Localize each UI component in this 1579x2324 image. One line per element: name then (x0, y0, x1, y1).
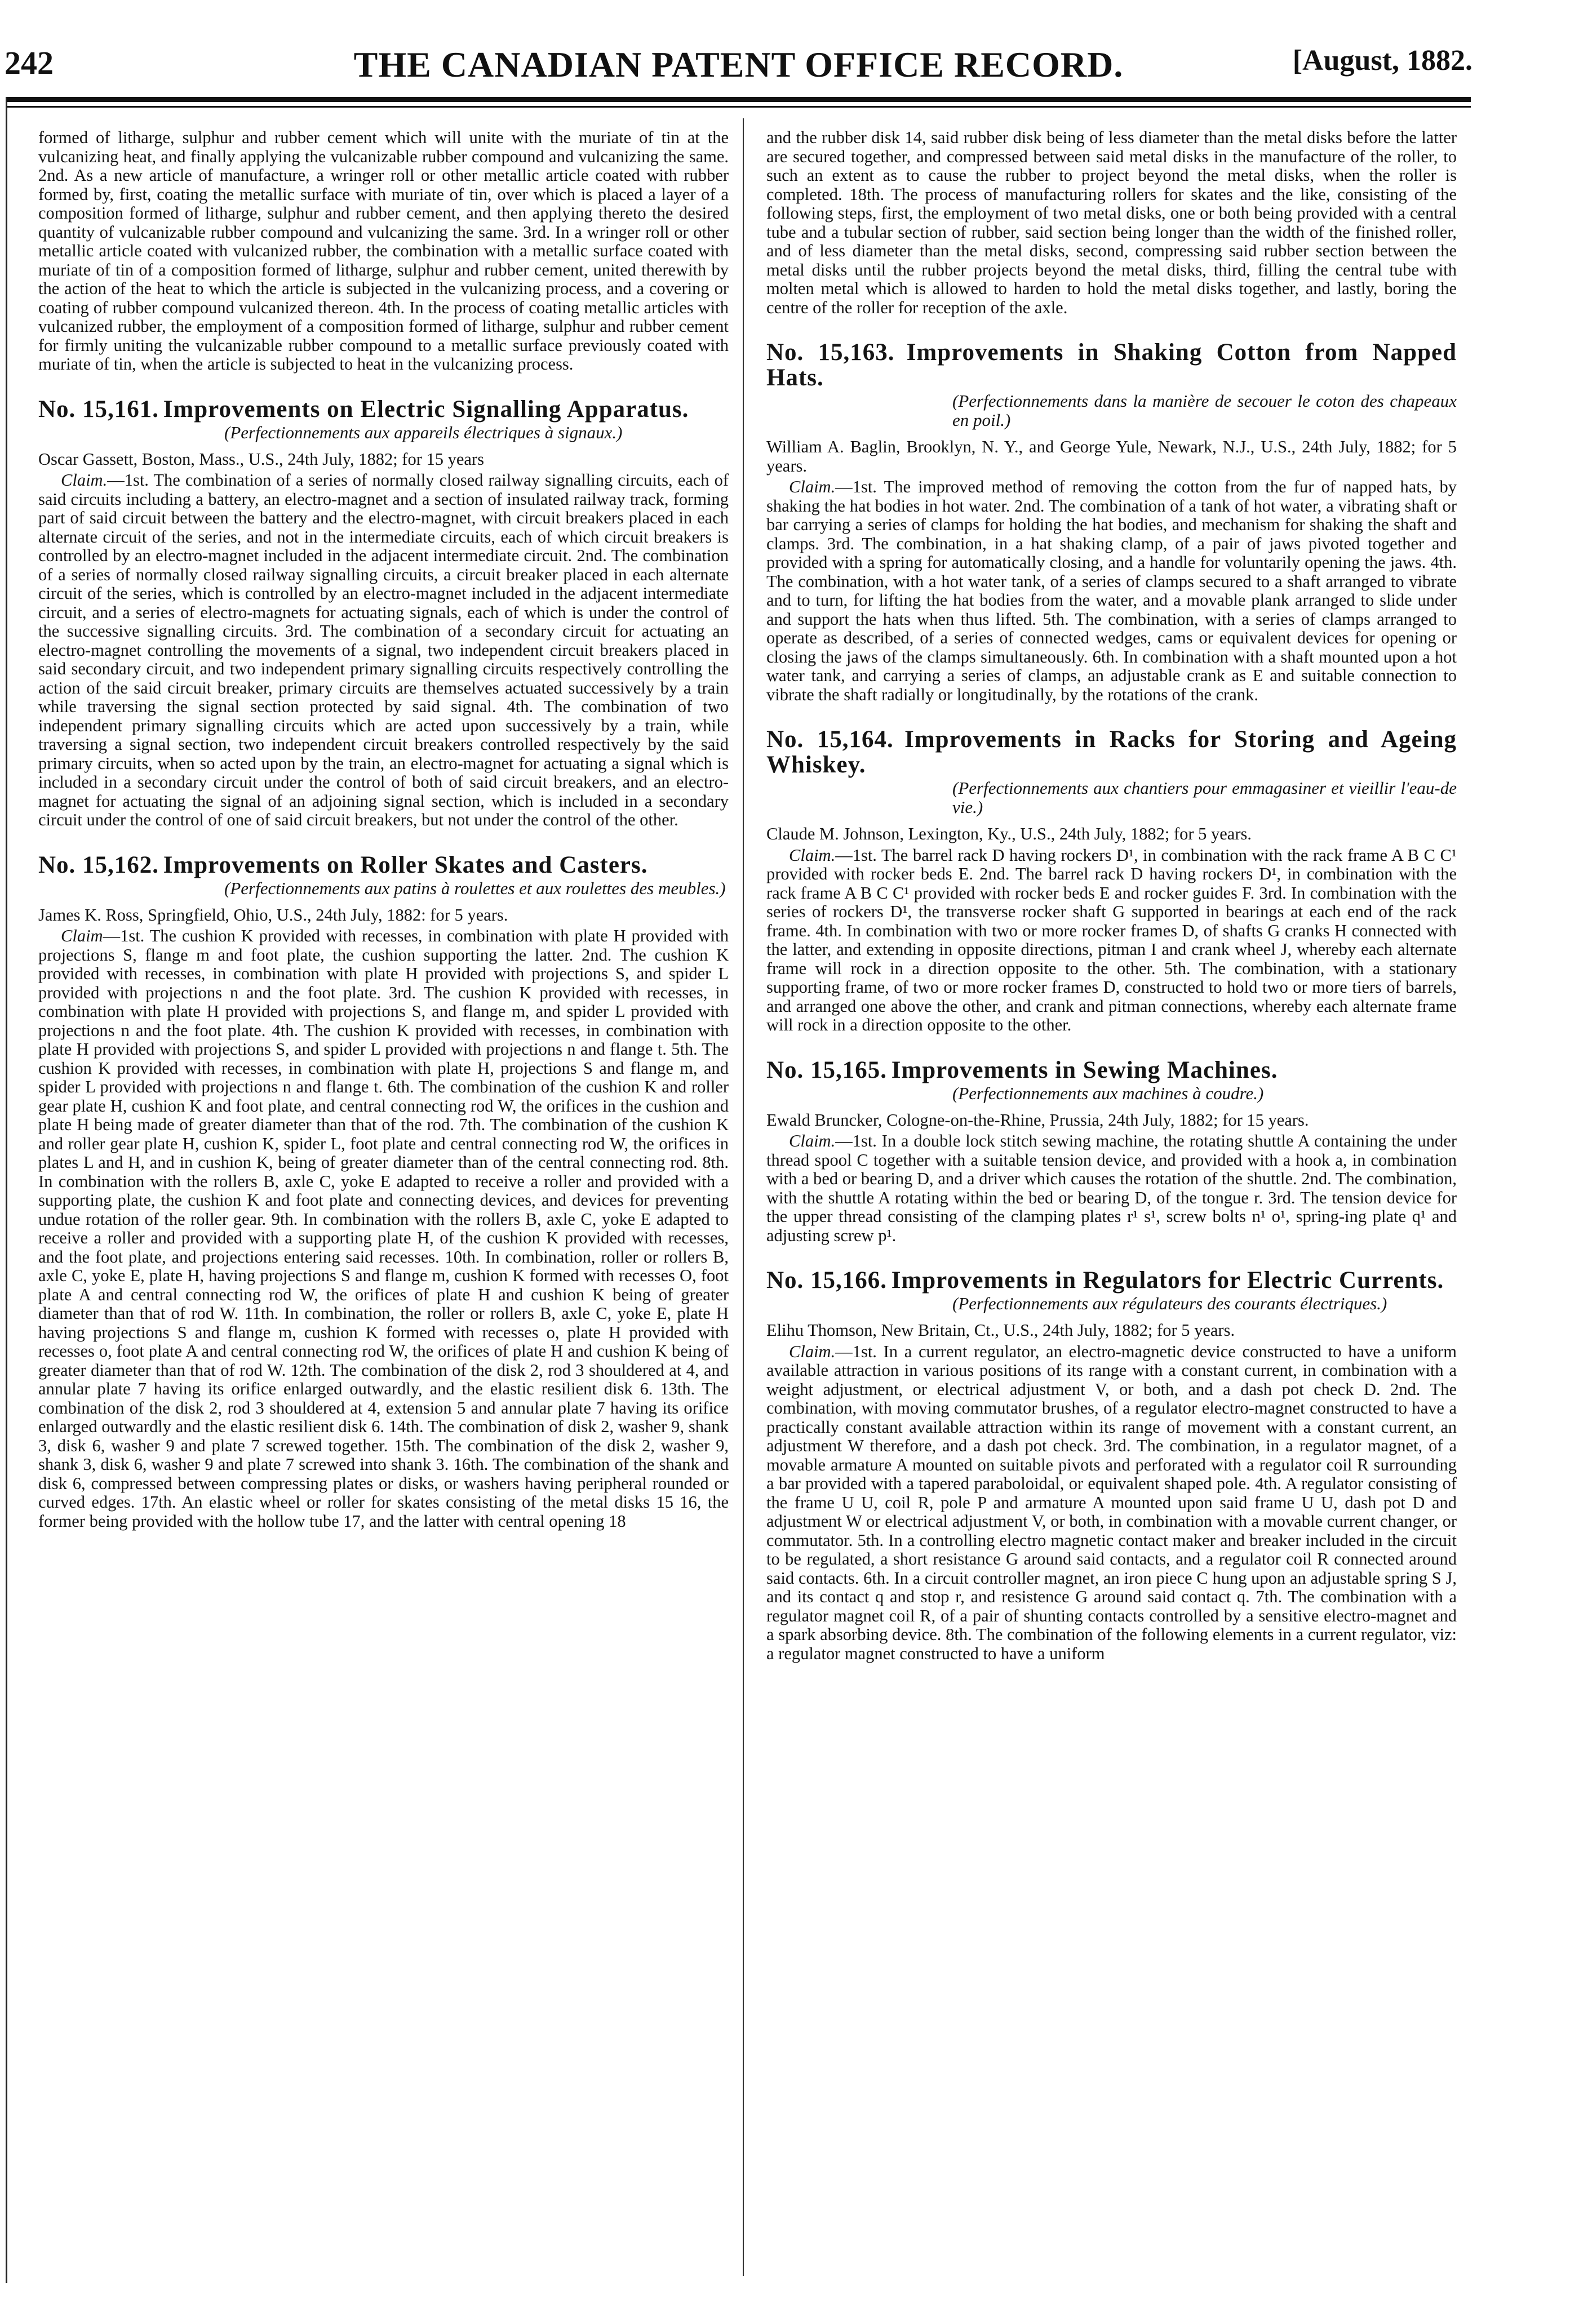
patent-title: Improvements on Roller Skates and Casters. (163, 851, 648, 878)
claim-label: Claim. (789, 477, 836, 496)
continued-text: and the rubber disk 14, said rubber disk being of less diameter than the metal disks before the latter are secured together, and compressed between said metal disks in the manufacture of the roller, to such an extent as to cause the rubber to project beyond the metal disks, when the roller is completed. 18th. The process of manufacturing rollers for skates and the like, consisting of the following steps, first, the employment of two metal disks, one or both being provided with a central tube and a tubular section of rubber, said section being longer than the width of the finished roller, and of less diameter than the metal disks, second, compressing said rubber section between the metal disks until the rubber projects beyond the metal disks, third, filling the central tube with molten metal which is allowed to harden to hold the metal disks together, and lastly, boring the centre of the roller for reception of the axle. (766, 128, 1457, 317)
claim-text: —1st. The combination of a series of normally closed railway signalling circuits, each of said circuits including a battery, an electro-magnet and a section of insulated railway track, forming part of said circuit between the battery and the electro-magnet, with circuit breakers placed in each alternate circuit of the series, and not in the intermediate circuits, each of which circuit breakers is controlled by an electro-magnet included in the adjacent intermediate circuit. 2nd. The combination of a series of normally closed railway signalling circuits, a circuit breaker placed in each alternate circuit of the series, which is controlled by an electro-magnet included in the adjacent intermediate circuit, and a series of electro-magnets for actuating signals, each of which is under the control of the successive signalling circuits. 3rd. The combination of a secondary circuit for actuating an electro-magnet controlling the movements of a signal, two independent circuit breakers placed in said secondary circuit, and two independent primary signalling circuits respectively controlling the action of the said circuit breaker, primary circuits are themselves actuated successively by a train while traversing the signal section protected by said signal. 4th. The combination of two independent primary signalling circuits which are acted upon successively by a train, while traversing a signal section, two independent circuit breakers controlled respectively by the said primary circuits, when so acted upon by the train, an electro-magnet for actuating a signal which is included in a secondary circuit under the control of both of said circuit breakers, and an electro-magnet for actuating the signal of an adjoining signal section, which is included in a secondary circuit under the control of one of said circuit breakers, but not under the control of the other. (38, 470, 729, 829)
page-number: 242 (5, 45, 54, 81)
patent-french-title: (Perfectionnements aux patins à roulettes et aux roulettes des meubles.) (224, 878, 726, 898)
patent-number: No. 15,166. (766, 1267, 888, 1294)
patent-inventor: Ewald Bruncker, Cologne-on-the-Rhine, Prussia, 24th July, 1882; for 15 years. (766, 1110, 1309, 1130)
claim-text: —1st. The improved method of removing the cotton from the fur of napped hats, by shaking the hat bodies in hot water. 2nd. The combination of a tank of hot water, a vibrating shaft or bar carrying a series of clamps for holding the hat bodies, and mechanism for shaking the shaft and clamps. 3rd. The combination, in a hat shaking clamp, of a pair of jaws pivoted together and provided with a spring for automatically closing, and a handle for voluntarily opening the jaws. 4th. The combination, with a hot water tank, of a series of clamps secured to a shaft arranged to vibrate and to turn, for lifting the hat bodies from the water, and a movable plank arranged to slide under and support the hats when thus lifted. 5th. The combination, with a series of clamps arranged to operate as described, of a series of connected wedges, cams or equivalent devices for opening or closing the jaws of the clamps simultaneously. 6th. In combination with a shaft mounted upon a hot water tank, and carrying a series of clamps, an adjustable crank as E and suitable connection to vibrate the shaft radially or longitudinally, by the rotations of the crank. (766, 477, 1457, 704)
column-divider (743, 118, 744, 2276)
patent-title: Improvements in Racks for Storing and Ageing Whiskey. (766, 726, 1457, 778)
patent-claims (766, 1132, 1457, 1245)
patent-number: No. 15,164. (766, 726, 894, 753)
patent-heading (38, 398, 729, 442)
claim-label: Claim. (789, 1341, 836, 1361)
running-head (5, 44, 1472, 95)
left-border-rule (6, 97, 7, 2283)
patent-heading (38, 851, 729, 898)
left-column (38, 128, 729, 2269)
patent-claims (766, 478, 1457, 704)
patent-claims (38, 927, 729, 1531)
claim-label: Claim. (789, 845, 836, 865)
patent-french-title: (Perfectionnements aux régulateurs des courants électriques.) (952, 1294, 1387, 1313)
patent-heading (766, 341, 1457, 430)
patent-title: Improvements in Shaking Cotton from Napped Hats. (766, 339, 1457, 391)
issue-date: [August, 1882. (1292, 45, 1472, 77)
right-column (766, 128, 1457, 2269)
patent-number: No. 15,162. (38, 851, 159, 878)
publication-title: THE CANADIAN PATENT OFFICE RECORD. (353, 45, 1124, 85)
claim-text: —1st. The barrel rack D having rockers D¹, in combination with the rack frame A B C C¹ provided with rocker beds E. 2nd. The barrel rack D having rockers D¹, in combination with the rack frame A B C C¹ provided with rocker beds E and rocker guides F. 3rd. In combination with the series of rockers D¹, the transverse rocker shaft G supported in bearings at each end of the rack frame. 4th. In combination with two or more rocker frames D, of shafts G cranks H connected with the latter, and extending in opposite directions, pitman I and crank wheel J, whereby each alternate frame will rock in a direction opposite to the other. 5th. The combination, with a stationary supporting frame, of two or more rocker frames D, constructed to hold two or more tiers of barrels, and arranged one above the other, and crank and pitman connections, whereby each alternate frame will rock in a direction opposite to the other. (766, 845, 1457, 1034)
header-rule-thin (6, 106, 1471, 108)
patent-title: Improvements in Sewing Machines. (891, 1056, 1278, 1083)
patent-heading (766, 1056, 1457, 1103)
patent-inventor: James K. Ross, Springfield, Ohio, U.S., 24th July, 1882: for 5 years. (38, 905, 508, 925)
claim-label: Claim (61, 926, 103, 945)
patent-number: No. 15,165. (766, 1056, 888, 1083)
claim-text: —1st. In a double lock stitch sewing machine, the rotating shuttle A containing the under thread spool C together with a suitable tension device, and provided with a hook a, in combination with a bed or bearing D, and a driver which causes the rotation of the shuttle. 2nd. The combination, with the shuttle A rotating within the bed or bearing D, of the tongue r. 3rd. The tension device for the upper thread consisting of the clamping plates r¹ s¹, screw bolts n¹ o¹, spring-ing plate q¹ and adjusting screw p¹. (766, 1131, 1457, 1245)
patent-french-title: (Perfectionnements aux chantiers pour emmagasiner et vieillir l'eau-de vie.) (952, 778, 1457, 817)
patent-claims (766, 846, 1457, 1035)
claim-text: —1st. In a current regulator, an electro-magnetic device constructed to have a uniform available attraction in various positions of its range with a constant current, in combination with a weight adjustment, or electrical adjustment V, or both, and a dash pot check D. 2nd. The combination, with moving commutator brushes, of a regulator electro-magnet constructed to have a practically constant available attraction within its range of movement with a constant current, an adjustment W therefore, and a dash pot check. 3rd. The combination, in a regulator magnet, of a movable armature A mounted on suitable pivots and perforated with a regulator coil R surrounding a bar provided with a tapered paraboloidal, or equivalent shaped pole. 4th. A regulator consisting of the frame U U, coil R, pole P and armature A mounted upon said frame U U, dash pot D and adjustment W or electrical adjustment V, or both, in combination with a movable current changer, or commutator. 5th. In a controlling electro magnetic contact maker and breaker included in the circuit to be regulated, a short resistance G around said contacts, and a regulator coil R connected around said contacts. 6th. In a circuit controller magnet, an iron piece C hung upon an adjustable spring S J, and its contact q and stop r, and resistence G around said contact q. 7th. The combination with a regulator magnet coil R, of a pair of shunting contacts controlled by a sensitive electro-magnet and a spark absorbing device. 8th. The combination of the following elements in a current regulator, viz: a regulator magnet constructed to have a uniform (766, 1341, 1457, 1663)
patent-number: No. 15,163. (766, 339, 895, 366)
claim-label: Claim. (61, 470, 108, 490)
patent-heading (766, 728, 1457, 817)
continued-text: formed of litharge, sulphur and rubber cement which will unite with the muriate of tin at the vulcanizing heat, and finally applying the vulcanizable rubber compound and vulcanizing the same. 2nd. As a new article of manufacture, a wringer roll or other metallic article coated with rubber formed by, first, coating the metallic surface with muriate of tin, over which is placed a layer of a composition formed of litharge, sulphur and rubber cement, and then applying thereto the desired quantity of vulcanizable rubber compound and vulcanizing the same. 3rd. In a wringer roll or other metallic article coated with vulcanized rubber, the combination with a metallic surface coated with muriate of tin of a composition formed of litharge, sulphur and rubber cement, united therewith by the action of the heat to which the article is subjected in the vulcanizing process, and a covering or coating of rubber compound vulcanized thereon. 4th. In the process of coating metallic articles with vulcanized rubber, the employment of a composition formed of litharge, sulphur and rubber cement for firmly uniting the vulcanizable rubber compound to a metallic surface previously coated with muriate of tin, when the article is subjected to heat in the vulcanizing process. (38, 128, 729, 374)
patent-inventor: Elihu Thomson, New Britain, Ct., U.S., 24th July, 1882; for 5 years. (766, 1321, 1235, 1340)
patent-number: No. 15,161. (38, 396, 159, 423)
header-rule (6, 97, 1471, 102)
patent-title: Improvements in Regulators for Electric Currents. (891, 1267, 1444, 1294)
patent-french-title: (Perfectionnements dans la manière de secouer le coton des chapeaux en poil.) (952, 391, 1457, 430)
claim-label: Claim. (789, 1131, 836, 1150)
patent-claims (766, 1343, 1457, 1664)
patent-french-title: (Perfectionnements aux machines à coudre.) (952, 1083, 1264, 1103)
patent-claims (38, 471, 729, 830)
patent-inventor: Oscar Gassett, Boston, Mass., U.S., 24th July, 1882; for 15 years (38, 449, 484, 469)
patent-inventor: Claude M. Johnson, Lexington, Ky., U.S., 24th July, 1882; for 5 years. (766, 824, 1252, 843)
claim-text: —1st. The cushion K provided with recesses, in combination with plate H provided with projections S, flange m and foot plate, the cushion supporting the latter. 2nd. The cushion K provided with recesses, in combination with plate H provided with projections S, and spider L provided with projections n and the foot plate. 3rd. The cushion K provided with recesses, in combination with plate H provided with projections S, and flange m, and spider L provided with projections n and the foot plate. 4th. The cushion K provided with recesses, in combination with plate H provided with projections S, and spider L provided with projections n and flange t. 5th. The cushion K provided with recesses, in combination with plate H, projections S and flange m, and spider L provided with projections n and flange t. 6th. The combination of the cushion K and roller gear plate H, cushion K and foot plate, and central connecting rod W, the orifices in the cushion and plate H being made of greater diameter than that of the rod. 7th. The combination of the cushion K and roller gear plate H, cushion K, spider L, foot plate and central connecting rod W, the orifices in plates L and H, and in cushion K, being of greater diameter than of the central connecting rod. 8th. In combination with the rollers B, axle C, yoke E adapted to receive a roller and provided with a supporting plate, the cushion K and foot plate and connecting devices, and devices for preventing undue rotation of the roller gear. 9th. In combination with the rollers B, axle C, yoke E adapted to receive a roller and provided with a supporting plate H, of the cushion K provided with recesses, and the foot plate, and projections entering said recesses. 10th. In combination, roller or rollers B, axle C, yoke E, plate H, having projections S and flange m, cushion K formed with recesses O, foot plate A and central connecting rod W, the orifices of plate H and cushion K being of greater diameter than that of rod W. 11th. In combination, the roller or rollers B, axle C, yoke E, plate H having projections S and flange m, cushion K formed with recesses o, plate H provided with recesses o, foot plate A and central connecting rod W, the orifices of plate H and cushion K being of greater diameter than that of rod W. 12th. The combination of the disk 2, rod 3 shouldered at 4, and annular plate 7 having its orifice enlarged outwardly, and the elastic resilient disk 6. 13th. The combination of the disk 2, rod 3 shouldered at 4, extension 5 and annular plate 7 having its orifice enlarged outwardly and the elastic resilient disk 6. 14th. The combination of disk 2, washer 9, shank 3, disk 6, washer 9 and plate 7 screwed together. 15th. The combination of the disk 2, washer 9, shank 3, disk 6, washer 9 and plate 7 screwed into shank 3. 16th. The combination of the shank and disk 6, compressed between compressing plates or disks, or washers having peripheral rounded or curved edges. 17th. An elastic wheel or roller for skates consisting of the metal disks 15 16, the former being provided with the hollow tube 17, and the latter with central opening 18 (38, 926, 729, 1531)
patent-french-title: (Perfectionnements aux appareils électriques à signaux.) (224, 422, 623, 442)
patent-title: Improvements on Electric Signalling Apparatus. (163, 396, 689, 423)
patent-inventor: William A. Baglin, Brooklyn, N. Y., and George Yule, Newark, N.J., U.S., 24th July, 1882; for 5 years. (766, 437, 1457, 476)
patent-heading (766, 1269, 1457, 1313)
